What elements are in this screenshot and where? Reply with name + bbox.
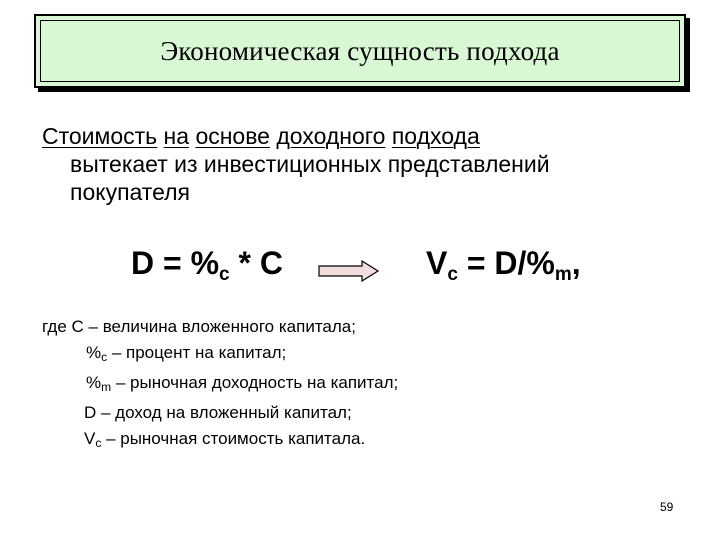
definition-symbol-sub: m — [101, 380, 112, 394]
definitions-list — [42, 314, 398, 456]
definition-symbol-sub: c — [101, 350, 108, 364]
definition-symbol: V — [84, 429, 96, 448]
page-number: 59 — [660, 500, 674, 514]
definition-capital: где С – величина вложенного капитала; — [42, 317, 356, 336]
lead-word: доходного — [276, 123, 386, 149]
value-formula — [426, 245, 581, 286]
lead-word: основе — [195, 123, 270, 149]
definition-percent-capital — [42, 340, 398, 370]
lead-word: подхода — [391, 123, 480, 149]
value-formula-sub-m: m — [554, 264, 572, 285]
definition-market-yield — [42, 370, 398, 400]
definition-symbol: % — [86, 373, 102, 392]
right-arrow-icon — [318, 260, 380, 282]
definition-text: – процент на капитал; — [107, 343, 287, 362]
title-box — [34, 14, 686, 88]
income-formula-sub: c — [219, 264, 230, 285]
lead-word: на — [163, 123, 190, 149]
income-formula-lhs: D = % — [131, 245, 220, 281]
value-formula-tail: , — [571, 245, 581, 281]
definition-income: D – доход на вложенный капитал; — [84, 403, 352, 422]
definition-text: – рыночная доходность на капитал; — [111, 373, 399, 392]
definition-text: – рыночная стоимость капитала. — [101, 429, 366, 448]
income-formula — [131, 245, 283, 286]
value-formula-v: V — [426, 245, 448, 281]
definition-symbol: % — [86, 343, 102, 362]
title-inner-frame — [40, 20, 680, 82]
value-formula-sub-c: c — [447, 264, 458, 285]
value-formula-mid: = D/% — [457, 245, 555, 281]
income-formula-rhs: * C — [229, 245, 283, 281]
lead-word: Стоимость — [42, 123, 158, 149]
lead-paragraph — [42, 122, 682, 206]
slide-title: Экономическая сущность подхода — [160, 35, 560, 66]
lead-line-2: вытекает из инвестиционных представлений — [70, 151, 550, 177]
definition-market-value — [42, 426, 398, 456]
definition-symbol-sub: c — [95, 436, 102, 450]
lead-line-3: покупателя — [70, 179, 190, 205]
